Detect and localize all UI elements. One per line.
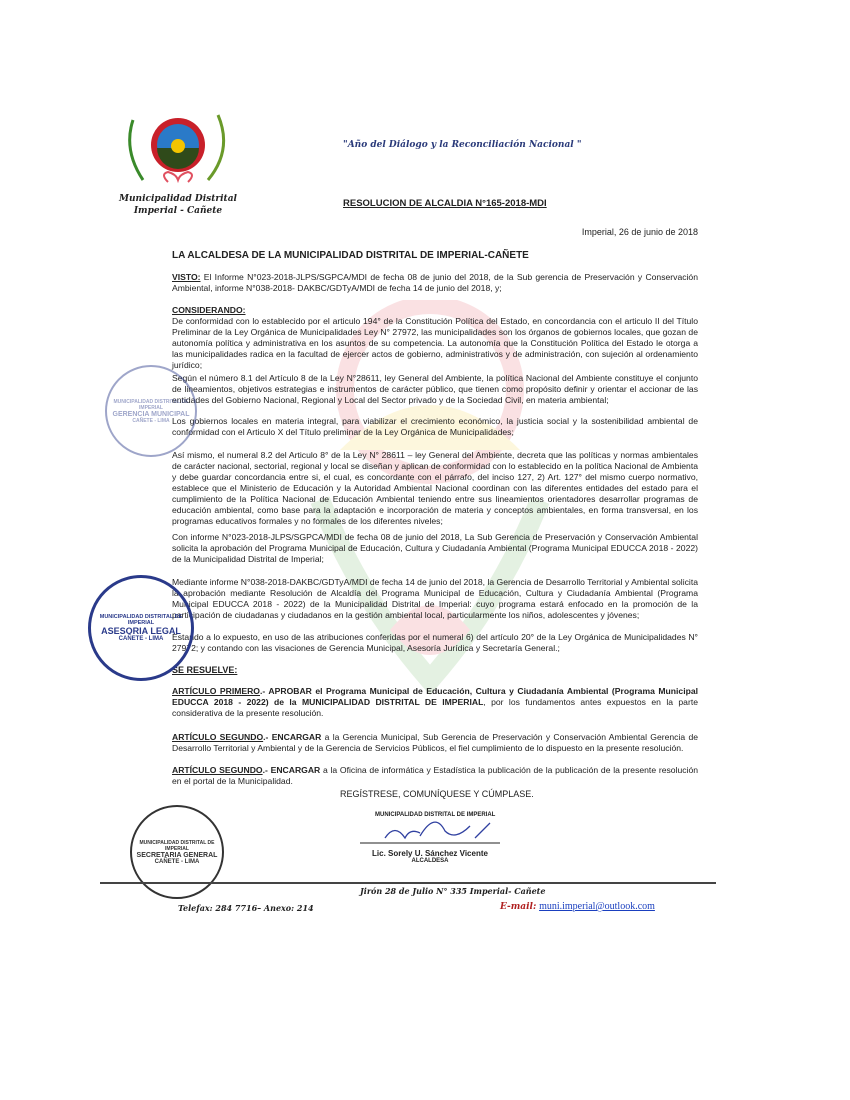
resuelve-label: SE RESUELVE: (172, 665, 238, 675)
signature-block (355, 812, 505, 864)
article-3 (172, 765, 698, 787)
article-sep: .- (260, 686, 269, 696)
article-1 (172, 686, 698, 719)
paragraph: Estando a lo expuesto, en uso de las atribuciones conferidas por el numeral 6) del artículo 20° de la Ley Orgánica de Municipalidades N° 27972; y contando con las visaciones de Gerencia Municipal, Asesoría Jurídica y Secretaría General.; (172, 632, 698, 653)
paragraph: De conformidad con lo establecido por el articulo 194° de la Constitución Política del Estado, en concordancia con el articulo II del Título Preliminar de la Ley Orgánica de Municipalidades Ley N° 27972, las municipalidades son los órganos de gobiernos locales, que gozan de autonomía política y administrativa en los asuntos de su competencia. La autonomía que la Constitución Política del Estado le otorga a las municipalidades radica en la facultad de ejercer actos de gobierno, administrativos y de administración, con sujeción al ordenamiento jurídico; (172, 316, 698, 370)
footer-phone: Telefax: 284 7716– Anexo: 214 (178, 903, 314, 913)
date: Imperial, 26 de junio de 2018 (581, 227, 698, 237)
stamp-inner-text: ASESORIA LEGAL (101, 626, 181, 636)
article-text: a la Oficina de informática y Estadística la publicación de la publicación de la presente resolución en el portal de la Municipalidad. (172, 765, 699, 786)
article-text: a la Gerencia Municipal, Sub Gerencia de Preservación y Conservación Ambiental Gerencia de Desarrollo Territorial y Ambiental y de la Gerencia de Servicios Públicos, el fiel cumplimiento de lo dispuesto en la presente resolución. (172, 732, 699, 753)
article-text: , por los fundamentos antes expuestos en la parte considerativa de la presente resolución. (172, 697, 698, 718)
paragraph: Así mismo, el numeral 8.2 del Articulo 8° de la Ley N° 28611 – ley General del Ambiente, decreta que las políticas y normas ambientales de carácter nacional, sectorial, regional y local se diseñan y aplican de conformidad con lo establecido en la política Nacional de Ambienta y debe guardar concordancia entre si, el cual, es concordante con el párrafo, del inciso 127, 2) Art. 127° del mismo cuerpo normativo, establece que el Ministerio de Educación y la Autoridad Ambiental Nacional coordinan con las diferentes entidades del estado para el cumplimiento de la Política Nacional de Educación Ambiental teniendo entre sus lineamientos orientadores desarrollar programas de educación ambiental, como base para la adaptación e incorporación de materia y conceptos ambientales, en forma transversal, en los programas educativos formales y no formales de los diferentes niveles; (172, 450, 698, 526)
stamp-outer-text: MUNICIPALIDAD DISTRITAL DE IMPERIAL (99, 614, 183, 626)
motto: "Año del Diálogo y la Reconciliación Nacional " (343, 140, 582, 150)
paragraph: Mediante informe N°038-2018-DAKBC/GDTyA/MDI de fecha 14 de junio del 2018, la Gerencia de Desarrollo Territorial y Ambiental solicita la aprobación mediante Resolución de Alcaldía del Programa Municipal de Educación, Cultura y Ciudadanía Ambiental (Programa Municipal EDUCCA 2018 - 2022) de la Municipalidad Distrital de Imperial: cuyo programa estará enfocado en la promoción de la participación de ciudadanas y ciudadanos en la gestión ambiental local, particularmente los niños, adolescentes y jóvenes; (172, 577, 698, 620)
stamp-bottom-text: CAÑETE - LIMA (132, 417, 170, 424)
visto-text: El Informe N°023-2018-JLPS/SGPCA/MDI de fecha 08 de junio del 2018, de la Sub gerencia de Preservación y Conservación Ambiental, informe N°038-2018- DAKBC/GDTyA/MDI de fecha 14 de junio del 2018, y; (172, 272, 698, 293)
stamp-inner-text: SECRETARIA GENERAL (136, 851, 218, 859)
closing: REGÍSTRESE, COMUNÍQUESE Y CÚMPLASE. (340, 789, 534, 799)
stamp-outer-text: MUNICIPALIDAD DISTRITAL DE IMPERIAL (139, 839, 215, 852)
stamp-outer-text: MUNICIPALIDAD DISTRITAL DE IMPERIAL (113, 398, 189, 411)
logo-text-line1: Municipalidad Distrital (119, 194, 237, 204)
footer-email (500, 901, 655, 912)
article-bold: ENCARGAR (271, 732, 322, 742)
article-sep: .- (262, 765, 271, 775)
logo-emblem-icon (118, 110, 238, 190)
resolution-title: RESOLUCION DE ALCALDIA N°165-2018-MDI (343, 198, 547, 209)
article-sep: .- (263, 732, 272, 742)
visto-label: VISTO: (172, 272, 201, 282)
email-label: E-mail: (500, 902, 537, 912)
logo-text (118, 193, 238, 217)
article-2 (172, 732, 698, 754)
email-link[interactable]: muni.imperial@outlook.com (539, 901, 655, 912)
heading: LA ALCALDESA DE LA MUNICIPALIDAD DISTRITAL DE IMPERIAL-CAÑETE (172, 250, 529, 261)
stamp-bottom-text: CAÑETE - LIMA (118, 636, 164, 642)
visto-paragraph (172, 272, 698, 294)
signatory-name: Lic. Sorely U. Sánchez Vicente (372, 849, 488, 858)
paragraph: Los gobiernos locales en materia integral, para viabilizar el crecimiento económico, la justicia social y la sostenibilidad ambiental de conformidad con el Articulo X del Título preliminar de la Ley Orgánica de Municipalidades; (172, 416, 698, 437)
stamp-secretaria (130, 805, 224, 899)
logo-text-line2: Imperial - Cañete (133, 206, 223, 216)
footer-divider (100, 882, 716, 884)
stamp-inner-text: GERENCIA MUNICIPAL (112, 410, 190, 418)
article-bold: APROBAR el Programa Municipal de Educación, Cultura y Ciudadanía Ambiental (Programa Municipal EDUCCA 2018 - 2022) de la MUNICIPALIDAD DISTRITAL DE IMPERIAL (172, 686, 698, 707)
article-label: ARTÍCULO SEGUNDO (172, 732, 264, 742)
stamp-asesoria-legal (88, 575, 194, 681)
article-label: ARTÍCULO PRIMERO (172, 686, 260, 696)
paragraph: Con informe N°023-2018-JLPS/SGPCA/MDI de fecha 08 de junio del 2018, La Sub Gerencia de Preservación y Conservación Ambiental solicita la aprobación del Programa Municipal de Educación, Cultura y Ciudadanía Ambiental (Programa Municipal EDUCCA 2018 - 2022) de la Municipalidad Distrital de Imperial; (172, 532, 698, 564)
paragraph: Según el número 8.1 del Artículo 8 de la Ley N°28611, ley General del Ambiente, la política Nacional del Ambiente constituye el conjunto de lineamientos, objetivos estrategias e instrumentos de carácter público, que tienen como propósito definir y orientar el accionar de las entidades del Gobierno Nacional, Regional y Local del Sector privado y de la Sociedad Civil, en materia ambiental; (172, 373, 698, 405)
article-bold: ENCARGAR (270, 765, 321, 775)
municipal-logo (118, 110, 238, 216)
signatory-role: ALCALDESA (411, 858, 449, 864)
signature-institution: MUNICIPALIDAD DISTRITAL DE IMPERIAL (375, 812, 496, 818)
footer-address: Jirón 28 de Julio N° 335 Imperial- Cañete (360, 886, 546, 896)
handwritten-signature (355, 818, 505, 844)
considerando-label: CONSIDERANDO: (172, 305, 246, 315)
article-label: ARTÍCULO SEGUNDO (172, 765, 263, 775)
stamp-bottom-text: CAÑETE - LIMA (154, 858, 200, 865)
stamp-gerencia (105, 365, 197, 457)
